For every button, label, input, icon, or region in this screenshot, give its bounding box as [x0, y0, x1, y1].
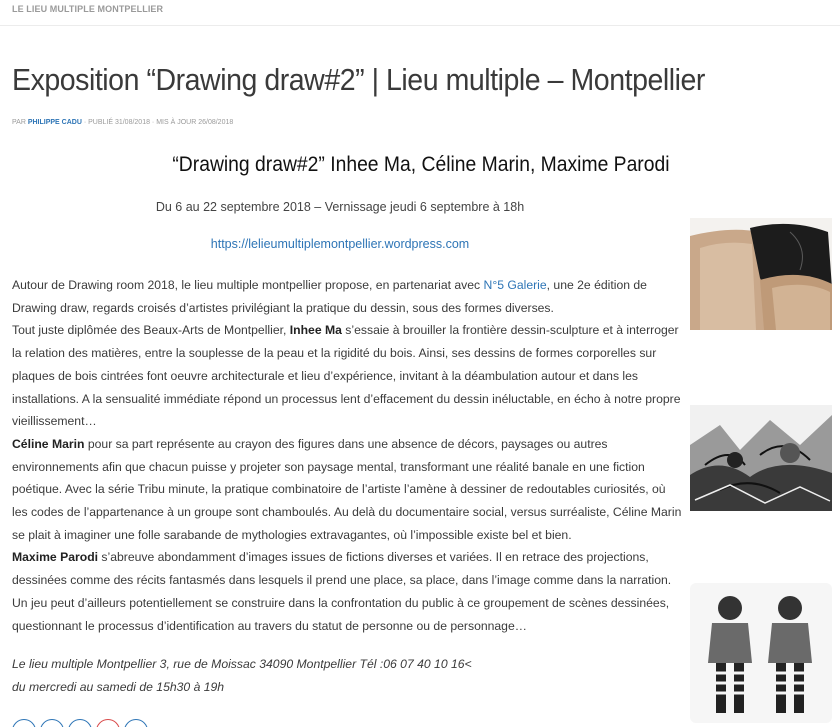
share-button[interactable] — [96, 719, 120, 727]
exhibition-dates: Du 6 au 22 septembre 2018 – Vernissage jeudi 6 septembre à 18h — [155, 200, 525, 214]
artist-paragraph: Tout juste diplômée des Beaux-Arts de Montpellier, Inhee Ma s’essaie à brouiller la frontière dessin-sculpture et à interroger la relation des matières, entre la souplesse de la peau et la rigidité du bois. Ainsi, ses dessins de formes corporelles sur plaques de bois cintrées font oeuvre architecturale et lieu d’expérience, invitant à la déambulation autour et dans les installations. A la sensualité immédiate répond un processus lent d’effacement du dessin inéluctable, en écho à notre propre vieillissement… — [12, 323, 681, 429]
galerie-link[interactable]: N°5 Galerie — [483, 278, 547, 292]
share-button[interactable] — [40, 719, 64, 727]
meta-by: PAR — [12, 119, 26, 126]
post-title: Exposition “Drawing draw#2” | Lieu multiple – Montpellier — [12, 62, 705, 97]
exhibition-subtitle: “Drawing draw#2” Inhee Ma, Céline Marin, Maxime Parodi — [172, 153, 670, 176]
author-link[interactable]: PHILIPPE CADU — [27, 119, 82, 126]
website-link[interactable]: https://lelieumultiplemontpellier.wordpress.com — [210, 237, 470, 251]
share-button[interactable] — [12, 719, 36, 727]
share-buttons — [12, 719, 148, 727]
artwork-image-inhee-ma — [690, 218, 832, 330]
venue-info — [12, 653, 472, 698]
artwork-image-celine-marin — [690, 405, 832, 511]
intro-paragraph: Autour de Drawing room 2018, le lieu multiple montpellier propose, en partenariat avec N°5 Galerie, une 2e édition de Drawing draw, regards croisés d’artistes privilégiant la pratique du dessin, sous des formes diverses. — [12, 278, 647, 315]
header-divider — [0, 25, 840, 26]
venue-hours: du mercredi au samedi de 15h30 à 19h — [12, 679, 225, 694]
post-meta — [12, 119, 233, 126]
artist-paragraph: Maxime Parodi s’abreuve abondamment d’images issues de fictions diverses et variées. Il en retrace des projections, dessinées comme des récits fantasmés dans lesquels il prend une place, sa place, dans l’image comme dans la narration. Un jeu peut d’ailleurs potentiellement se construire dans la confrontation du public à ce groupement de scènes dessinées, questionnant le processus d’identification au travers du statut de personne ou de personnage… — [12, 550, 672, 633]
share-button[interactable] — [68, 719, 92, 727]
artist-name: Maxime Parodi — [12, 550, 99, 565]
artist-name: Inhee Ma — [289, 323, 342, 338]
artwork-image-maxime-parodi — [690, 583, 832, 723]
article-body — [12, 274, 682, 637]
artist-name: Céline Marin — [12, 436, 85, 451]
artist-paragraph: Céline Marin pour sa part représente au crayon des figures dans une absence de décors, paysages ou autres environnements afin que chacun puisse y projeter son paysage mental, transformant une réalité banale en une fiction poétique. Avec la série Tribu minute, la pratique combinatoire de l’artiste l’amène à dessiner de redoutables curiosités, où les codes de l’appartenance à un groupe sont chamboulés. Au delà du documentaire social, versus surréaliste, Céline Marin se plait à imaginer une folle sarabande de mythologies extravagantes, où l’impossible existe bel et bien. — [12, 436, 682, 542]
share-button[interactable] — [124, 719, 148, 727]
venue-address: Le lieu multiple Montpellier 3, rue de Moissac 34090 Montpellier Tél :06 07 40 10 16< — [12, 657, 472, 671]
site-name-link[interactable]: LE LIEU MULTIPLE MONTPELLIER — [12, 4, 164, 14]
meta-dates: · PUBLIÉ 31/08/2018 · MIS À JOUR 26/08/2018 — [81, 119, 234, 126]
